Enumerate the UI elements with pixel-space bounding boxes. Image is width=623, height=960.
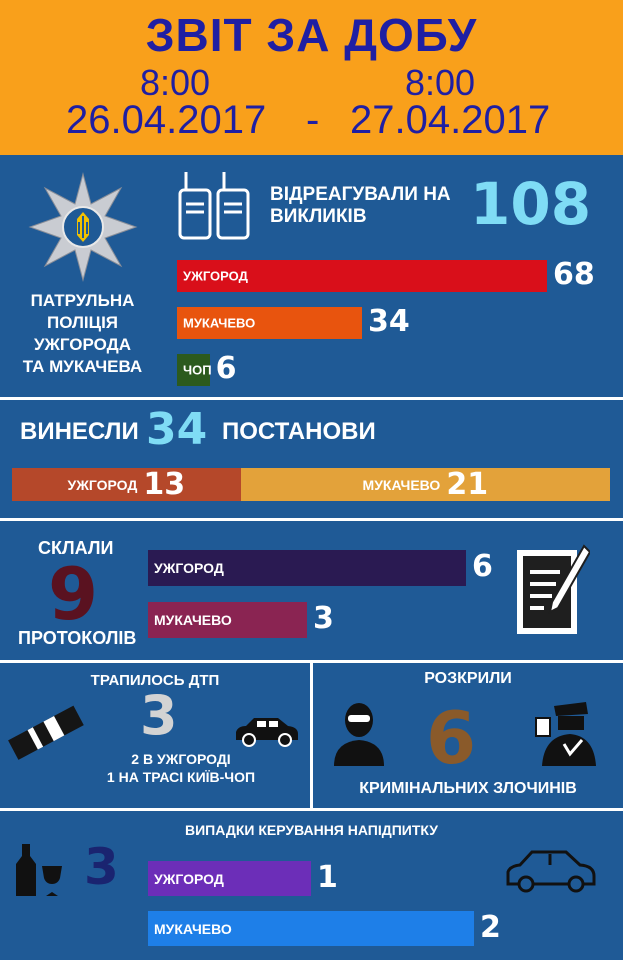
start-time: 8:00 [140,62,211,103]
patrol-line4: ТА МУКАЧЕВА [22,357,143,376]
police-officer-icon [534,700,600,766]
dtp-title: ТРАПИЛОСЬ ДТП [90,672,220,689]
bar-2 [148,911,474,946]
protocols-total: 9 [48,552,99,636]
segment-value: 21 [446,467,489,502]
protocols-label-top: СКЛАЛИ [38,538,114,558]
bar-label: МУКАЧЕВО [154,920,232,937]
bar-value: 34 [368,304,410,340]
resolutions-label-left: ВИНЕСЛИ [20,418,139,445]
segment-label: УЖГОРОД [67,476,138,493]
dtp-total: 3 [140,684,178,747]
stacked-segment-2 [241,468,610,501]
dtp-details [76,750,286,786]
police-star-icon [28,172,138,282]
bar-label: УЖГОРОД [154,560,224,576]
dtp-detail-uzhhorod: 2 В УЖГОРОДІ [131,751,231,767]
crimes-subtitle: КРИМІНАЛЬНИХ ЗЛОЧИНІВ [359,780,577,797]
crash-icon [4,700,86,762]
car-icon [232,714,302,748]
bar-label: МУКАЧЕВО [154,612,232,628]
drunk-total: 3 [84,838,119,896]
calls-label-line2: ВИКЛИКІВ [270,206,367,227]
bar-label: ЧОП [183,362,212,378]
stacked-segment-1 [12,468,241,501]
divider [0,808,623,811]
bar-value: 1 [317,859,338,895]
patrol-line1: ПАТРУЛЬНА [30,291,135,310]
segment-content [241,468,610,501]
divider [0,397,623,400]
calls-label [270,184,451,228]
bar-2 [177,307,362,339]
document-pen-icon [514,542,590,638]
bar-3 [177,354,210,386]
resolutions-total: 34 [146,404,208,455]
calls-label-line1: ВІДРЕАГУВАЛИ НА [270,184,451,205]
segment-content [12,468,241,501]
end-time: 8:00 [405,62,476,103]
bar-value: 6 [472,549,493,585]
patrol-line3: УЖГОРОДА [33,335,132,354]
radio-icon [176,168,252,242]
crimes-total: 6 [426,696,477,780]
resolutions-label-right: ПОСТАНОВИ [222,418,376,445]
calls-total: 108 [470,170,592,238]
protocols-label-bottom: ПРОТОКОЛІВ [18,628,137,648]
segment-label: МУКАЧЕВО [362,476,441,493]
divider [0,518,623,521]
bar-value: 3 [313,601,334,637]
bar-value: 6 [215,351,237,387]
bar-label: УЖГОРОД [154,870,224,887]
bar-label: УЖГОРОД [183,268,248,284]
end-date: 27.04.2017 [350,98,551,142]
car-outline-icon [504,848,598,894]
bottle-glass-icon [14,842,64,898]
bar-2 [148,602,307,638]
bar-value: 2 [480,909,501,945]
patrol-label [0,290,165,378]
page-title: ЗВІТ ЗА ДОБУ [145,9,478,61]
dtp-detail-highway: 1 НА ТРАСІ КИЇВ-ЧОП [106,769,256,785]
bar-1 [148,550,466,586]
bar-1 [177,260,547,292]
crimes-title: РОЗКРИЛИ [424,670,512,687]
date-dash: - [306,98,320,142]
masked-criminal-icon [330,700,388,766]
bar-1 [148,861,311,896]
start-date: 26.04.2017 [66,98,267,142]
bar-value: 68 [553,257,595,293]
patrol-line2: ПОЛІЦІЯ [46,313,119,332]
bar-label: МУКАЧЕВО [183,315,256,331]
drunk-title: ВИПАДКИ КЕРУВАННЯ НАПІДПИТКУ [184,822,439,838]
segment-value: 13 [143,467,186,502]
